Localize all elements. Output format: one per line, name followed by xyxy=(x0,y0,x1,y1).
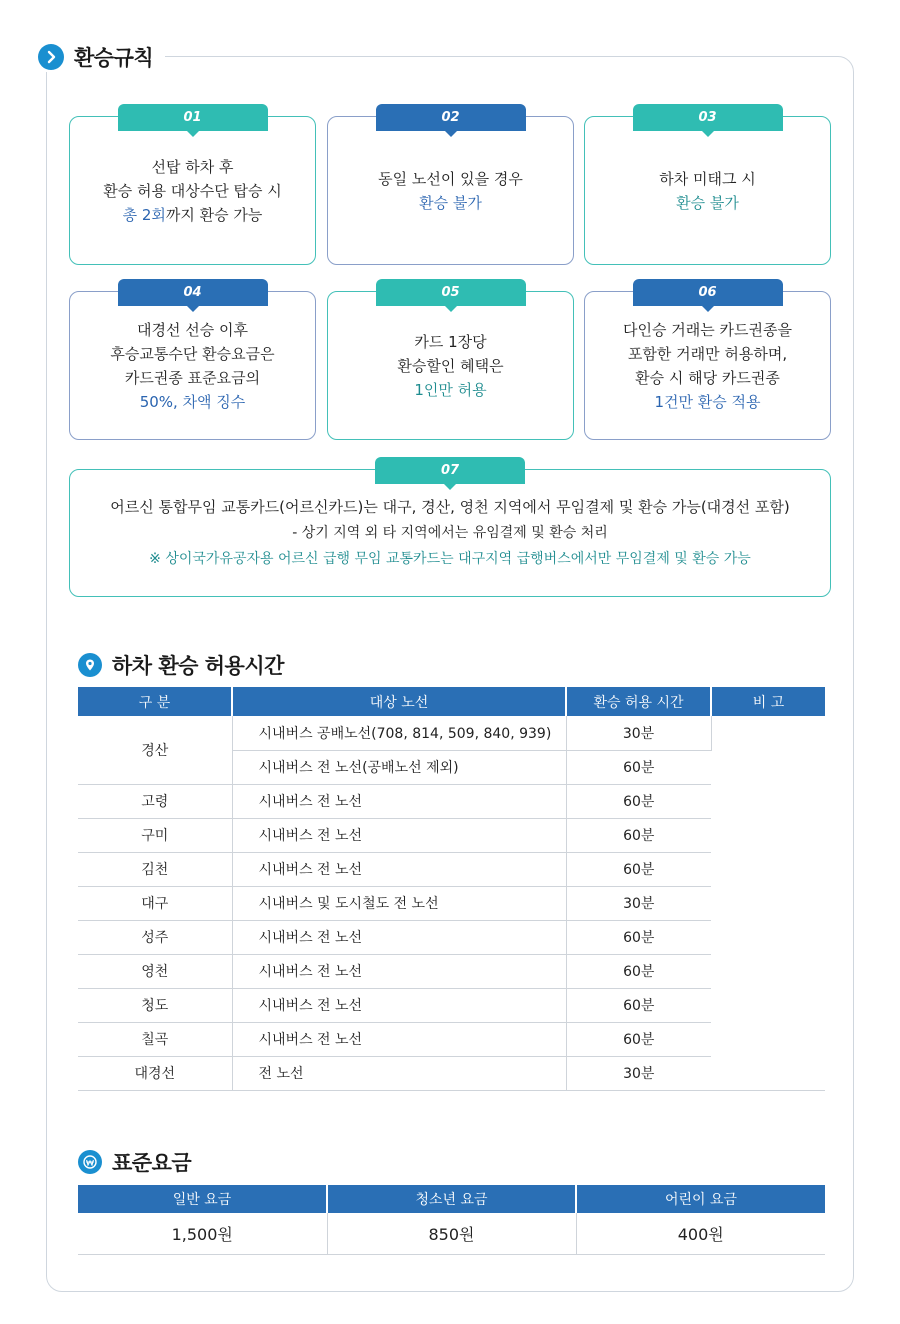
route-cell: 시내버스 전 노선 xyxy=(232,818,566,852)
rule-highlight: 1인만 허용 xyxy=(414,380,487,399)
region-cell: 영천 xyxy=(78,954,232,988)
rule-highlight: 총 2회 xyxy=(122,205,166,224)
route-cell: 전 노선 xyxy=(232,1056,566,1090)
region-cell: 성주 xyxy=(78,920,232,954)
rule-text: 대경선 선승 이후 xyxy=(137,320,248,339)
rule-highlight: 환승 불가 xyxy=(676,193,739,212)
rules-title: 환승규칙 xyxy=(74,46,154,70)
rule-highlight: 50%, 차액 징수 xyxy=(139,392,246,411)
table-header-row xyxy=(78,1185,825,1213)
rule-text: 까지 환승 가능 xyxy=(165,205,263,224)
rule-text: 환승 허용 대상수단 탑승 시 xyxy=(103,181,282,200)
time-cell: 60분 xyxy=(566,750,711,784)
rule-text: 하차 미태그 시 xyxy=(659,169,756,188)
time-cell: 30분 xyxy=(566,716,711,750)
table-row xyxy=(78,716,825,750)
route-cell: 시내버스 전 노선 xyxy=(232,920,566,954)
note-cell xyxy=(711,716,825,1090)
region-cell: 칠곡 xyxy=(78,1022,232,1056)
rule-card-02 xyxy=(327,109,574,265)
rule-card-03 xyxy=(584,109,831,265)
table-row xyxy=(78,1213,825,1254)
time-cell: 60분 xyxy=(566,920,711,954)
standard-fare-table xyxy=(78,1185,825,1255)
region-cell: 김천 xyxy=(78,852,232,886)
route-cell: 시내버스 전 노선 xyxy=(232,954,566,988)
rule-badge-01: 01 xyxy=(118,104,268,131)
rule-text: 환승할인 혜택은 xyxy=(397,356,504,375)
time-cell: 60분 xyxy=(566,1022,711,1056)
header-region: 구 분 xyxy=(78,687,232,716)
region-cell: 대구 xyxy=(78,886,232,920)
rule-badge-04: 04 xyxy=(118,279,268,306)
region-cell: 구미 xyxy=(78,818,232,852)
route-cell: 시내버스 전 노선 xyxy=(232,784,566,818)
rule-highlight: 환승 불가 xyxy=(419,193,482,212)
header-adult-fare: 일반 요금 xyxy=(78,1185,327,1213)
adult-fare-value: 1,500원 xyxy=(78,1213,327,1254)
region-cell: 청도 xyxy=(78,988,232,1022)
time-title: 하차 환승 허용시간 xyxy=(112,654,284,678)
header-youth-fare: 청소년 요금 xyxy=(327,1185,576,1213)
region-cell: 대경선 xyxy=(78,1056,232,1090)
time-cell: 60분 xyxy=(566,784,711,818)
table-header-row xyxy=(78,687,825,716)
time-cell: 30분 xyxy=(566,1056,711,1090)
time-cell: 60분 xyxy=(566,954,711,988)
time-cell: 60분 xyxy=(566,988,711,1022)
child-fare-value: 400원 xyxy=(576,1213,825,1254)
route-cell: 시내버스 전 노선 xyxy=(232,1022,566,1056)
rule-text: 포함한 거래만 허용하며, xyxy=(627,344,788,363)
section-title-time xyxy=(78,650,296,680)
region-cell: 경산 xyxy=(78,716,232,784)
rule-text: - 상기 지역 외 타 지역에서는 유임결제 및 환승 처리 xyxy=(292,525,608,541)
route-cell: 시내버스 및 도시철도 전 노선 xyxy=(232,886,566,920)
rule-text: 카드 1장당 xyxy=(414,332,487,351)
rule-text: 동일 노선이 있을 경우 xyxy=(378,169,523,188)
rule-highlight: 1건만 환승 적용 xyxy=(654,392,761,411)
time-cell: 60분 xyxy=(566,818,711,852)
rule-badge-02: 02 xyxy=(376,104,526,131)
region-cell: 고령 xyxy=(78,784,232,818)
rule-badge-06: 06 xyxy=(633,279,783,306)
location-pin-icon xyxy=(78,653,102,677)
header-child-fare: 어린이 요금 xyxy=(576,1185,825,1213)
fare-title: 표준요금 xyxy=(112,1151,192,1175)
rule-card-07 xyxy=(69,462,831,597)
route-cell: 시내버스 전 노선(공배노선 제외) xyxy=(232,750,566,784)
section-title-fare xyxy=(78,1147,203,1177)
rule-highlight: ※ 상이국가유공자용 어르신 급행 무임 교통카드는 대구지역 급행버스에서만 무임결제 및 환승 가능 xyxy=(149,551,751,567)
route-cell: 시내버스 전 노선 xyxy=(232,988,566,1022)
time-cell: 60분 xyxy=(566,852,711,886)
rule-card-01 xyxy=(69,109,316,265)
won-coin-icon xyxy=(78,1150,102,1174)
rule-text: 환승 시 해당 카드권종 xyxy=(635,368,780,387)
rule-card-06 xyxy=(584,284,831,440)
rule-badge-03: 03 xyxy=(633,104,783,131)
rule-text: 다인승 거래는 카드권종을 xyxy=(623,320,792,339)
section-title-rules xyxy=(38,42,165,72)
rule-text: 어르신 통합무임 교통카드(어르신카드)는 대구, 경산, 영천 지역에서 무임결제 및 환승 가능(대경선 포함) xyxy=(110,498,790,516)
rule-text: 후승교통수단 환승요금은 xyxy=(110,344,275,363)
transfer-time-table xyxy=(78,687,825,1091)
youth-fare-value: 850원 xyxy=(327,1213,576,1254)
route-cell: 시내버스 공배노선(708, 814, 509, 840, 939) xyxy=(232,716,566,750)
header-route: 대상 노선 xyxy=(232,687,566,716)
rule-badge-05: 05 xyxy=(376,279,526,306)
chevron-right-icon xyxy=(38,44,64,70)
rule-badge-07: 07 xyxy=(375,457,525,484)
header-note: 비 고 xyxy=(711,687,825,716)
rule-card-04 xyxy=(69,284,316,440)
route-cell: 시내버스 전 노선 xyxy=(232,852,566,886)
header-time: 환승 허용 시간 xyxy=(566,687,711,716)
rule-card-05 xyxy=(327,284,574,440)
rule-text: 카드권종 표준요금의 xyxy=(124,368,261,387)
rule-text: 선탑 하차 후 xyxy=(151,157,234,176)
time-cell: 30분 xyxy=(566,886,711,920)
